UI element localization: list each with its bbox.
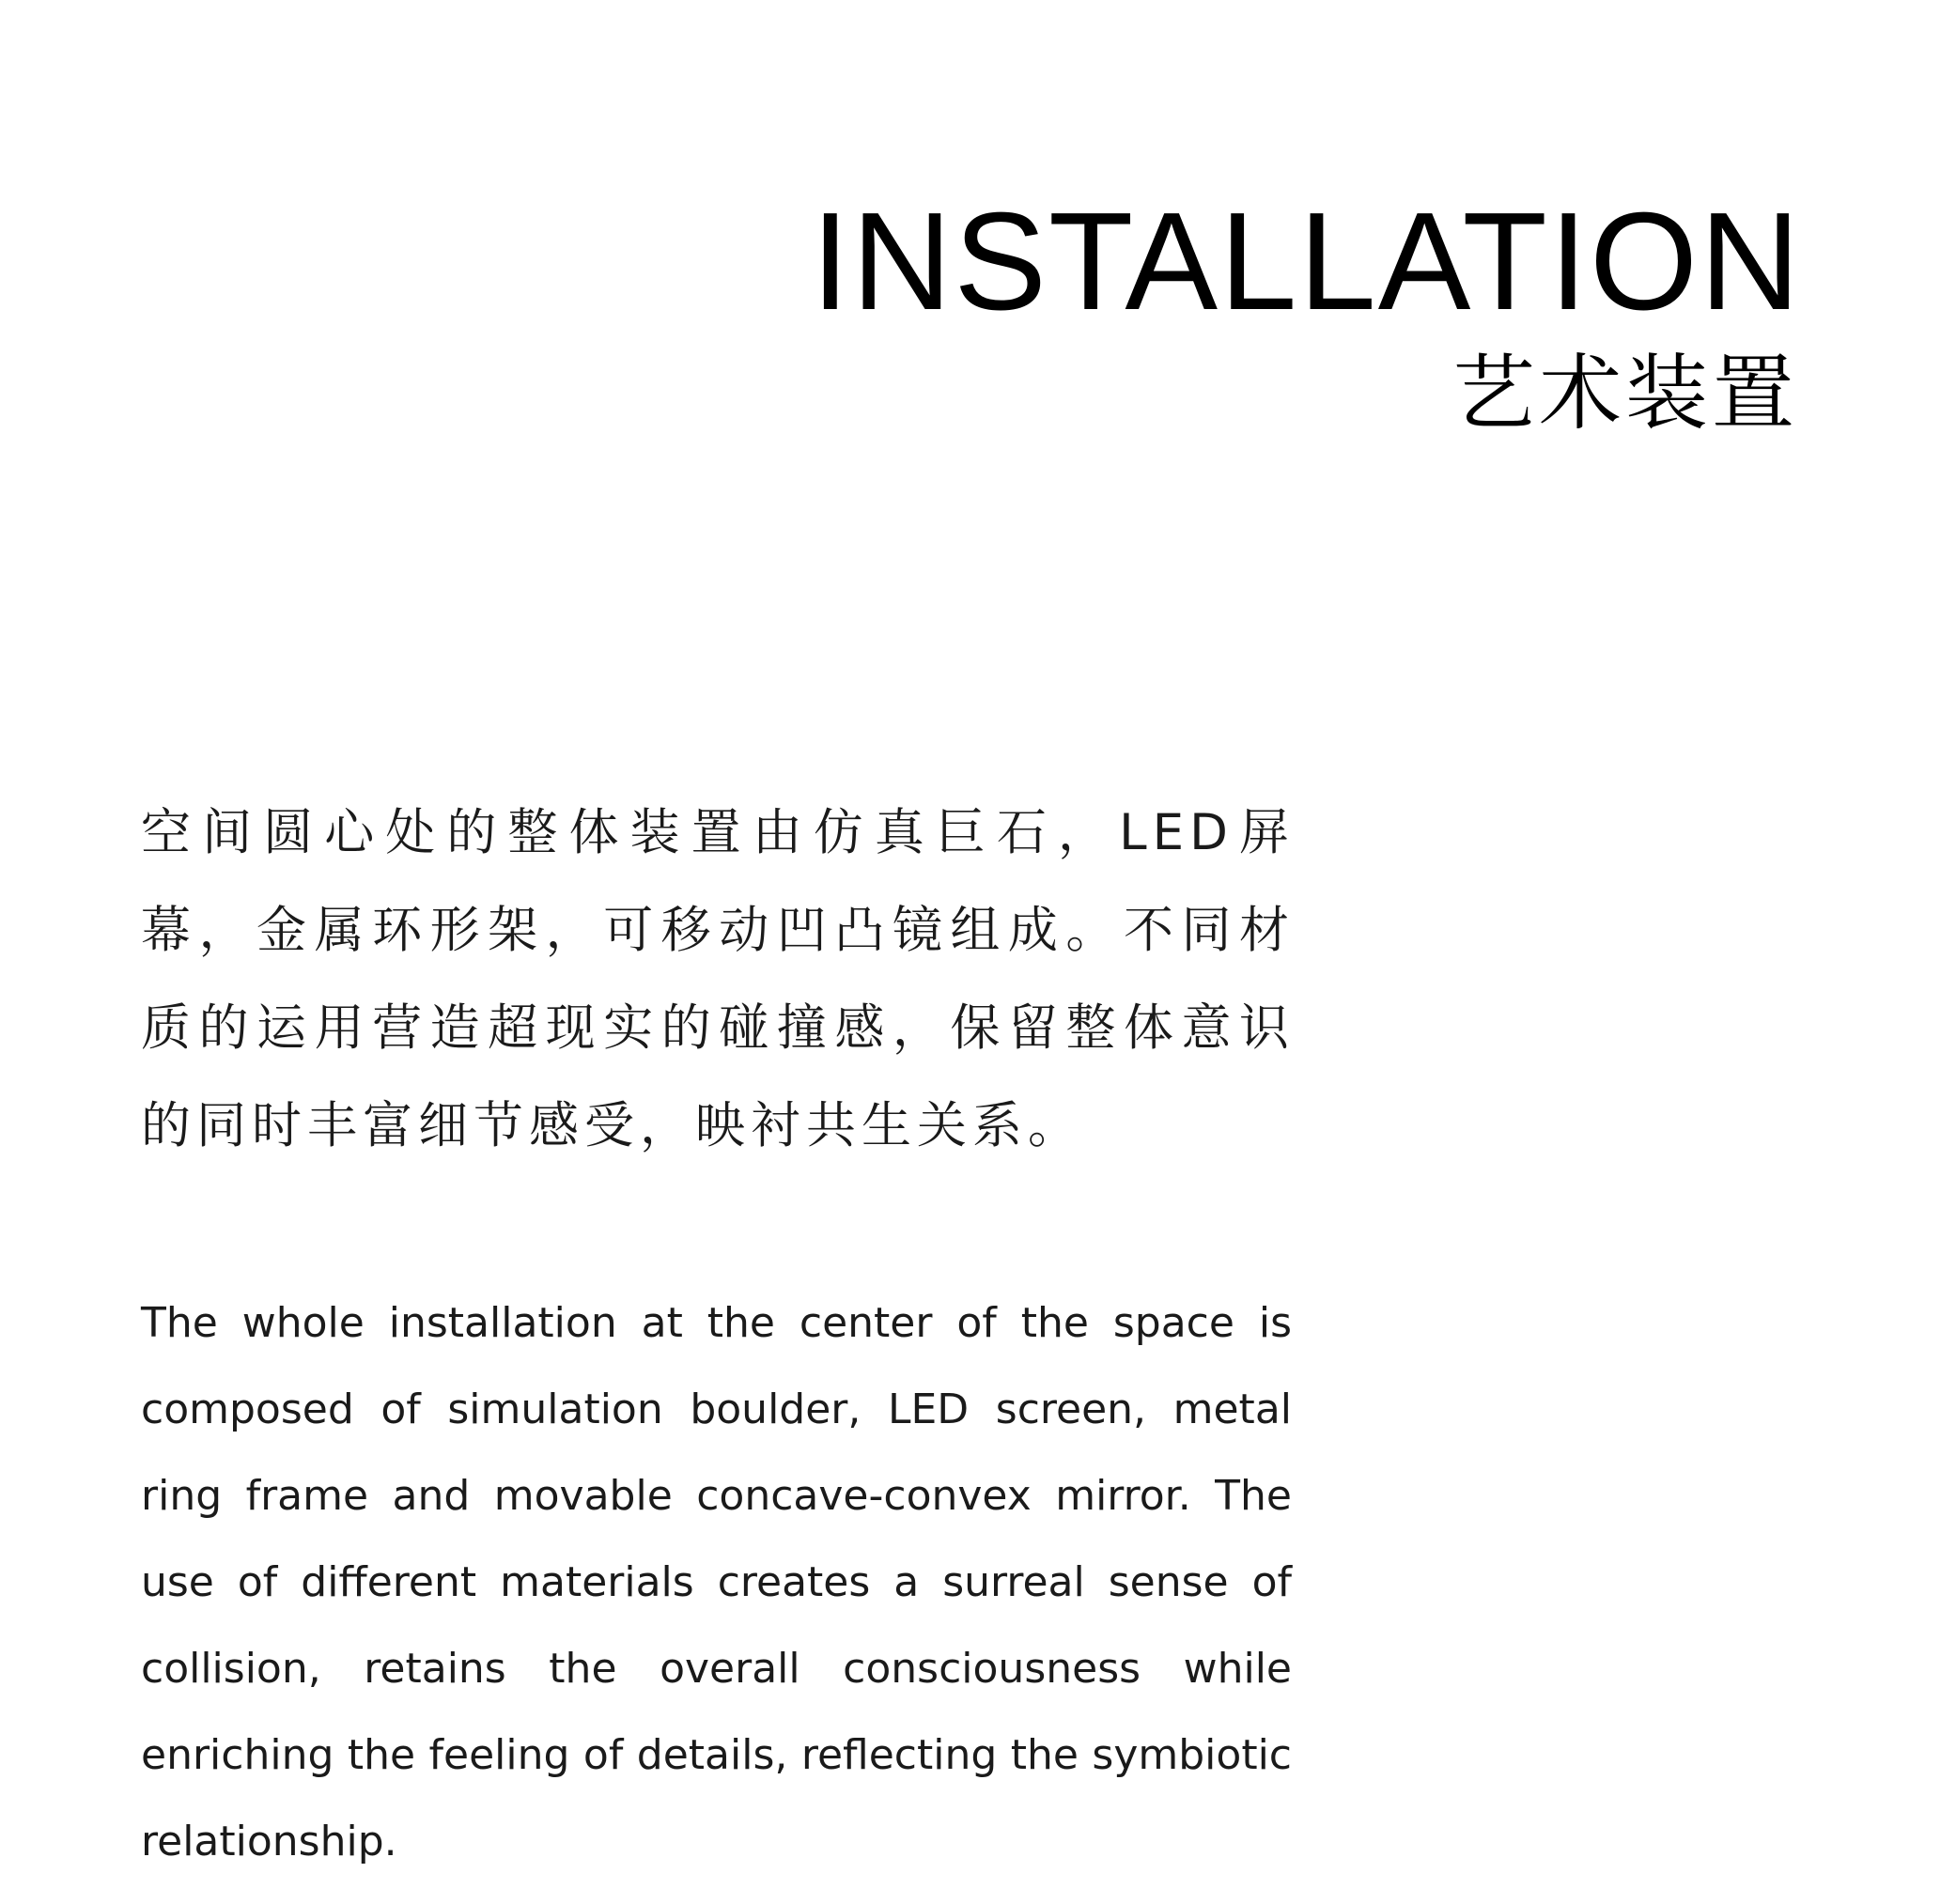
- page-subtitle-chinese: 艺术装置: [1451, 345, 1798, 441]
- description-english: The whole installation at the center of the space is composed of simulation boulder, LED screen, metal ring frame and movable concave-convex mirror. The use of different materials creates a surreal sense of collision, retains the overall consciousness while enriching the feeling of details, reflecting the symbiotic relationship.: [141, 1299, 1292, 1865]
- page-title: INSTALLATION: [811, 184, 1802, 339]
- description-chinese: 空间圆心处的整体装置由仿真巨石，LED屏幕，金属环形架，可移动凹凸镜组成。不同材质的运用营造超现实的碰撞感，保留整体意识的同时丰富细节感受，映衬共生关系。: [141, 804, 1295, 1154]
